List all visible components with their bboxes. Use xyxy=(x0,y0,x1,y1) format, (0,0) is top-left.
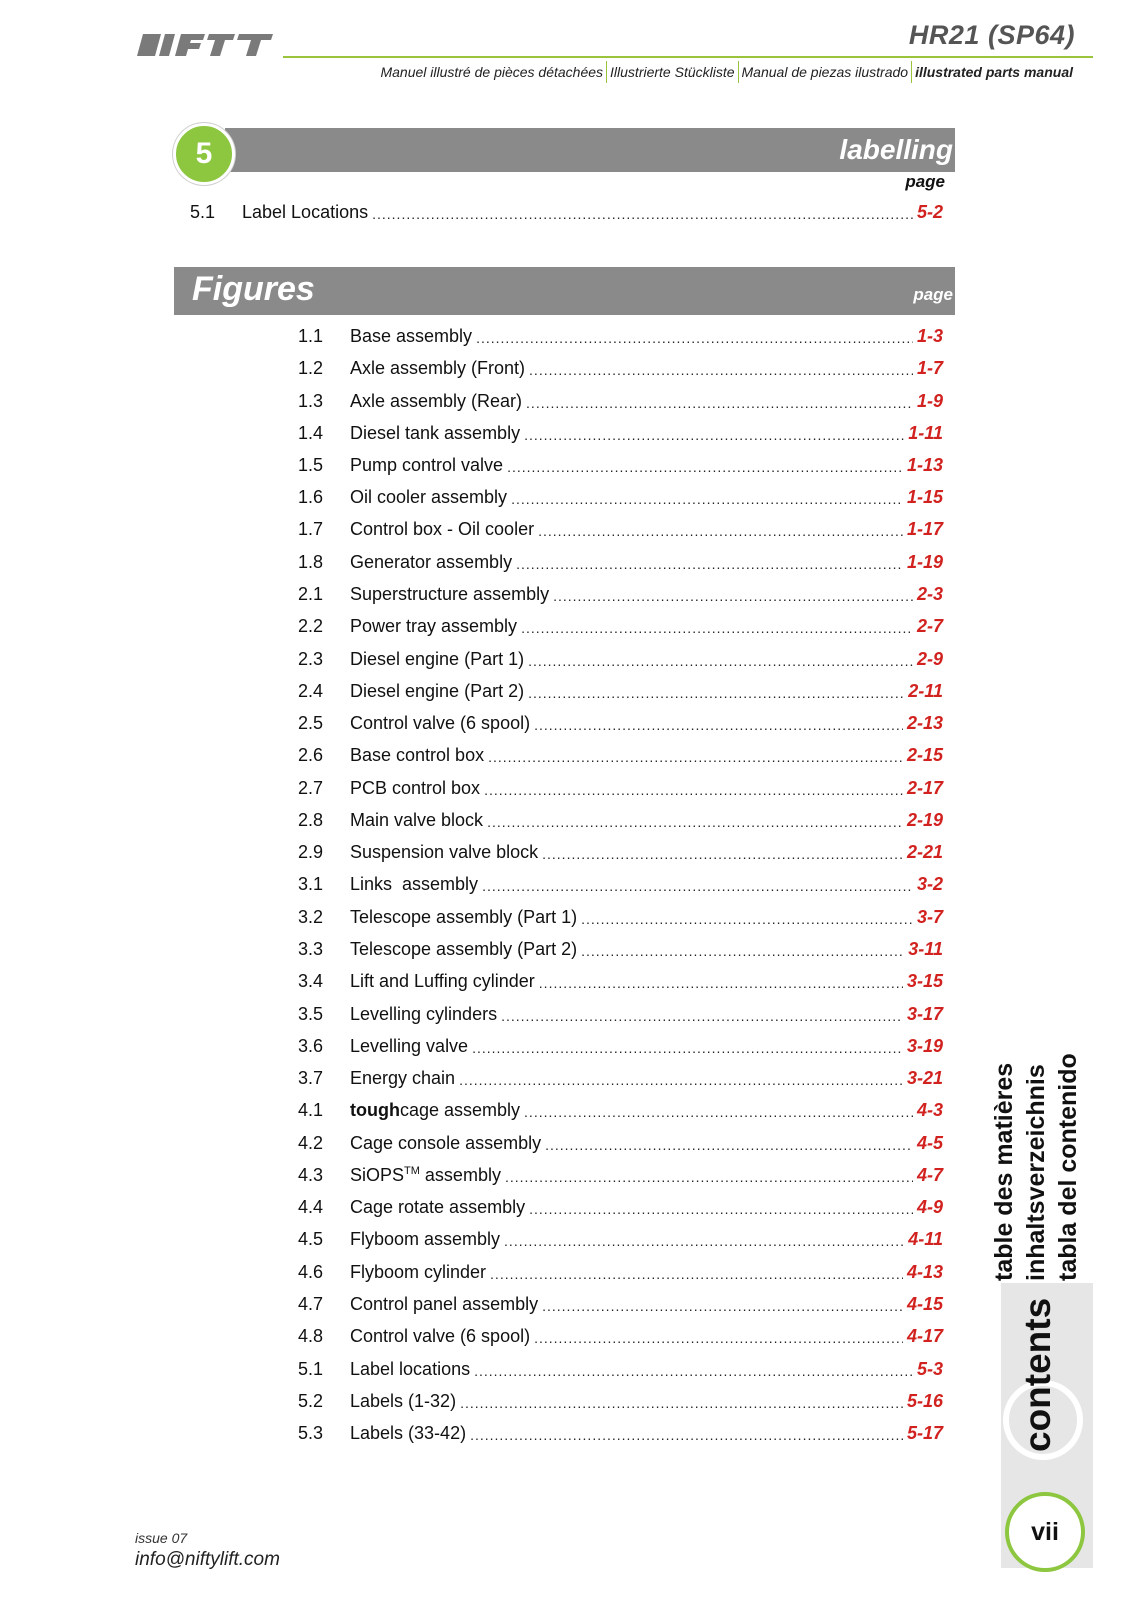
figure-number: 2.5 xyxy=(298,713,324,733)
leader-dots xyxy=(521,619,913,637)
figure-title: Axle assembly (Front) xyxy=(350,358,526,378)
figure-number: 1.2 xyxy=(298,358,324,378)
subtitle-en: illustrated parts manual xyxy=(915,64,1073,80)
figure-page-ref[interactable]: 3-21 xyxy=(906,1068,943,1088)
figure-page-ref[interactable]: 2-7 xyxy=(916,616,943,636)
figure-title: Flyboom assembly xyxy=(350,1229,501,1249)
figure-title: Energy chain xyxy=(350,1068,456,1088)
header-divider xyxy=(283,56,1093,58)
figure-number: 3.6 xyxy=(298,1036,324,1056)
figure-row[interactable] xyxy=(298,1194,943,1218)
figure-page-ref[interactable]: 2-15 xyxy=(906,745,943,765)
figure-number: 2.3 xyxy=(298,649,324,669)
figure-row[interactable] xyxy=(298,452,943,476)
leader-dots xyxy=(459,1071,903,1089)
figure-title: Generator assembly xyxy=(350,552,513,572)
figure-page-ref[interactable]: 4-3 xyxy=(916,1100,943,1120)
figure-page-ref[interactable]: 5-16 xyxy=(906,1391,943,1411)
leader-dots xyxy=(528,652,913,670)
figure-number: 2.6 xyxy=(298,745,324,765)
figure-title: Main valve block xyxy=(350,810,484,830)
leader-dots xyxy=(529,1200,913,1218)
leader-dots xyxy=(460,1394,903,1412)
sidebar-contents-label: contents xyxy=(1017,1297,1058,1452)
figure-number: 1.7 xyxy=(298,519,324,539)
figure-row[interactable] xyxy=(298,807,943,831)
figure-page-ref[interactable]: 4-11 xyxy=(908,1229,943,1249)
figure-title: Levelling valve xyxy=(350,1036,469,1056)
figure-page-ref[interactable]: 5-17 xyxy=(906,1423,943,1443)
figure-page-ref[interactable]: 1-15 xyxy=(906,487,943,507)
leader-dots xyxy=(581,942,904,960)
figure-number: 1.4 xyxy=(298,423,324,443)
figure-page-ref[interactable]: 2-3 xyxy=(916,584,943,604)
leader-dots xyxy=(482,877,913,895)
figure-number: 3.7 xyxy=(298,1068,324,1088)
leader-dots xyxy=(487,813,903,831)
figure-title: Control panel assembly xyxy=(350,1294,539,1314)
figure-title: Levelling cylinders xyxy=(350,1004,498,1024)
figure-row[interactable] xyxy=(298,355,943,379)
figure-row[interactable] xyxy=(298,323,943,347)
leader-dots xyxy=(511,490,903,508)
figure-row[interactable] xyxy=(298,904,943,928)
figure-title: Cage console assembly xyxy=(350,1133,542,1153)
leader-dots xyxy=(524,1103,913,1121)
figure-title: Diesel engine (Part 1) xyxy=(350,649,525,669)
figure-row[interactable] xyxy=(298,871,943,895)
sidebar-label-de: inhaltsverzeichnis xyxy=(1022,1064,1050,1281)
figure-title xyxy=(350,1165,501,1186)
leader-dots xyxy=(474,1362,913,1380)
figure-page-ref[interactable]: 2-19 xyxy=(906,810,943,830)
figure-row[interactable] xyxy=(298,1259,943,1283)
figure-page-ref[interactable]: 3-17 xyxy=(906,1004,943,1024)
figure-row[interactable] xyxy=(298,388,943,412)
figure-number: 2.7 xyxy=(298,778,324,798)
leader-dots xyxy=(534,716,903,734)
leader-dots xyxy=(484,781,903,799)
figure-row[interactable] xyxy=(298,1291,943,1315)
figure-title: Control valve (6 spool) xyxy=(350,1326,531,1346)
figure-row[interactable] xyxy=(298,1323,943,1347)
figure-number: 4.1 xyxy=(298,1100,324,1120)
figure-page-ref[interactable]: 3-15 xyxy=(906,971,943,991)
leader-dots xyxy=(504,1232,904,1250)
figure-title: Oil cooler assembly xyxy=(350,487,508,507)
toc-number: 5.1 xyxy=(190,202,216,222)
toc-row-section[interactable] xyxy=(190,199,943,223)
figure-title: Label locations xyxy=(350,1359,471,1379)
figure-title-rest: cage assembly xyxy=(399,1100,521,1120)
figure-page-ref[interactable]: 1-17 xyxy=(906,519,943,539)
figure-row[interactable] xyxy=(298,839,943,863)
figure-title: Flyboom cylinder xyxy=(350,1262,487,1282)
leader-dots xyxy=(526,394,913,412)
figure-row[interactable] xyxy=(298,1065,943,1089)
figure-row[interactable] xyxy=(298,1226,943,1250)
figure-row[interactable] xyxy=(298,1356,943,1380)
subtitle-separator xyxy=(606,61,607,83)
figure-number: 2.1 xyxy=(298,584,324,604)
figure-number: 1.3 xyxy=(298,391,324,411)
figure-row[interactable] xyxy=(298,1420,943,1444)
figure-page-ref[interactable]: 4-9 xyxy=(916,1197,943,1217)
leader-dots xyxy=(581,910,913,928)
figure-title: Cage rotate assembly xyxy=(350,1197,526,1217)
figure-number: 3.2 xyxy=(298,907,324,927)
leader-dots xyxy=(539,974,903,992)
figure-title: Telescope assembly (Part 2) xyxy=(350,939,578,959)
subtitle-separator xyxy=(738,61,739,83)
figure-row[interactable] xyxy=(298,775,943,799)
figure-number: 2.8 xyxy=(298,810,324,830)
figure-number: 1.6 xyxy=(298,487,324,507)
section-page-column-label: page xyxy=(905,172,945,191)
figure-row[interactable] xyxy=(298,1162,943,1186)
figure-page-ref[interactable]: 2-11 xyxy=(908,681,943,701)
figure-row[interactable] xyxy=(298,742,943,766)
figure-row[interactable] xyxy=(298,1130,943,1154)
leader-dots xyxy=(529,361,913,379)
leader-dots xyxy=(505,1168,913,1186)
leader-dots xyxy=(553,587,913,605)
leader-dots xyxy=(507,458,903,476)
figures-title: Figures xyxy=(192,270,315,308)
figure-number: 4.6 xyxy=(298,1262,324,1282)
figure-number: 5.1 xyxy=(298,1359,324,1379)
nifty-lift-logo xyxy=(135,30,275,60)
footer-email-link[interactable]: info@niftylift.com xyxy=(135,1549,280,1570)
leader-dots xyxy=(528,684,904,702)
figure-number: 5.3 xyxy=(298,1423,324,1443)
figure-number: 1.5 xyxy=(298,455,324,475)
figure-number: 4.8 xyxy=(298,1326,324,1346)
leader-dots xyxy=(470,1426,903,1444)
figure-page-ref[interactable]: 4-7 xyxy=(916,1165,943,1185)
figure-number: 4.5 xyxy=(298,1229,324,1249)
figure-title: Suspension valve block xyxy=(350,842,539,862)
leader-dots xyxy=(372,205,913,223)
model-title: HR21 (SP64) xyxy=(908,20,1075,50)
figure-page-ref[interactable]: 3-19 xyxy=(906,1036,943,1056)
subtitle-fr: Manuel illustré de pièces détachées xyxy=(380,64,604,80)
figure-number: 5.2 xyxy=(298,1391,324,1411)
subtitle-separator xyxy=(911,61,912,83)
figure-row[interactable] xyxy=(298,581,943,605)
figure-row[interactable] xyxy=(298,516,943,540)
figure-row[interactable] xyxy=(298,936,943,960)
figure-number: 4.4 xyxy=(298,1197,324,1217)
figure-row[interactable] xyxy=(298,1001,943,1025)
figure-title: Labels (1-32) xyxy=(350,1391,457,1411)
leader-dots xyxy=(516,555,903,573)
figure-page-ref[interactable]: 3-11 xyxy=(908,939,943,959)
figure-page-ref[interactable]: 4-5 xyxy=(916,1133,943,1153)
figure-title: Axle assembly (Rear) xyxy=(350,391,523,411)
subtitle-de: Illustrierte Stückliste xyxy=(610,64,735,80)
figure-page-ref[interactable]: 3-2 xyxy=(916,874,943,894)
figure-title: Links assembly xyxy=(350,874,479,894)
figure-row[interactable] xyxy=(298,613,943,637)
leader-dots xyxy=(542,1297,903,1315)
figure-number: 2.9 xyxy=(298,842,324,862)
figure-title: Power tray assembly xyxy=(350,616,518,636)
figure-title: PCB control box xyxy=(350,778,481,798)
figure-row[interactable] xyxy=(298,484,943,508)
figure-page-ref[interactable]: 1-3 xyxy=(916,326,943,346)
figure-title: Pump control valve xyxy=(350,455,504,475)
figure-row[interactable] xyxy=(298,420,943,444)
figure-title: Base control box xyxy=(350,745,485,765)
figure-title-post: assembly xyxy=(419,1165,501,1185)
manual-subtitles xyxy=(380,61,1073,83)
figure-page-ref[interactable]: 4-13 xyxy=(906,1262,943,1282)
toc-title: Label Locations xyxy=(242,202,369,222)
figure-page-ref[interactable]: 1-7 xyxy=(916,358,943,378)
figure-number: 3.3 xyxy=(298,939,324,959)
figure-row[interactable] xyxy=(298,549,943,573)
figure-title-pre: SiOPS xyxy=(350,1165,405,1185)
leader-dots xyxy=(472,1039,903,1057)
figure-page-ref[interactable]: 2-9 xyxy=(916,649,943,669)
figure-page-ref[interactable]: 2-17 xyxy=(906,778,943,798)
leader-dots xyxy=(501,1007,903,1025)
figure-row[interactable] xyxy=(298,1097,943,1121)
figure-row[interactable] xyxy=(298,646,943,670)
figure-number: 1.1 xyxy=(298,326,324,346)
figure-page-ref[interactable]: 4-15 xyxy=(906,1294,943,1314)
toc-page-ref[interactable]: 5-2 xyxy=(916,202,943,222)
trademark-superscript: TM xyxy=(404,1165,420,1177)
leader-dots xyxy=(538,522,903,540)
figures-page-column-label: page xyxy=(913,285,953,304)
leader-dots xyxy=(476,329,913,347)
figure-title: Lift and Luffing cylinder xyxy=(350,971,535,991)
figure-row[interactable] xyxy=(298,1033,943,1057)
figure-title: Diesel tank assembly xyxy=(350,423,521,443)
figure-title: Superstructure assembly xyxy=(350,584,550,604)
figure-row[interactable] xyxy=(298,1388,943,1412)
figure-row[interactable] xyxy=(298,710,943,734)
figure-number: 1.8 xyxy=(298,552,324,572)
figure-number: 2.4 xyxy=(298,681,324,701)
figure-page-ref[interactable]: 5-3 xyxy=(916,1359,943,1379)
sidebar-label-fr: table des matières xyxy=(990,1062,1018,1281)
section-title: labelling xyxy=(839,134,953,165)
leader-dots xyxy=(524,426,904,444)
figure-title: Diesel engine (Part 2) xyxy=(350,681,525,701)
figure-title: Control valve (6 spool) xyxy=(350,713,531,733)
figure-number: 4.7 xyxy=(298,1294,324,1314)
figure-page-ref[interactable]: 1-13 xyxy=(906,455,943,475)
leader-dots xyxy=(545,1136,913,1154)
figure-number: 3.5 xyxy=(298,1004,324,1024)
figure-row[interactable] xyxy=(298,968,943,992)
figure-row[interactable] xyxy=(298,678,943,702)
sidebar-label-es: tabla del contenido xyxy=(1054,1053,1082,1281)
figure-number: 4.2 xyxy=(298,1133,324,1153)
figure-page-ref[interactable]: 1-11 xyxy=(908,423,943,443)
figure-number: 2.2 xyxy=(298,616,324,636)
figure-title: Control box - Oil cooler xyxy=(350,519,535,539)
figure-page-ref[interactable]: 2-13 xyxy=(906,713,943,733)
figure-page-ref[interactable]: 2-21 xyxy=(906,842,943,862)
page-number-badge: vii xyxy=(1005,1492,1085,1572)
figure-title xyxy=(350,1100,520,1121)
subtitle-es: Manual de piezas ilustrado xyxy=(741,64,909,80)
footer-issue: issue 07 xyxy=(135,1530,188,1546)
figure-title: Labels (33-42) xyxy=(350,1423,467,1443)
figure-title: Base assembly xyxy=(350,326,473,346)
leader-dots xyxy=(488,748,903,766)
figure-number: 4.3 xyxy=(298,1165,324,1185)
section-number-badge: 5 xyxy=(173,123,235,185)
figure-page-ref[interactable]: 4-17 xyxy=(906,1326,943,1346)
leader-dots xyxy=(542,845,903,863)
leader-dots xyxy=(490,1265,903,1283)
figure-page-ref[interactable]: 3-7 xyxy=(916,907,943,927)
figure-number: 3.1 xyxy=(298,874,324,894)
leader-dots xyxy=(534,1329,903,1347)
figure-title-bold: tough xyxy=(350,1100,400,1120)
figure-title: Telescope assembly (Part 1) xyxy=(350,907,578,927)
figure-page-ref[interactable]: 1-9 xyxy=(916,391,943,411)
figure-page-ref[interactable]: 1-19 xyxy=(906,552,943,572)
figure-number: 3.4 xyxy=(298,971,324,991)
